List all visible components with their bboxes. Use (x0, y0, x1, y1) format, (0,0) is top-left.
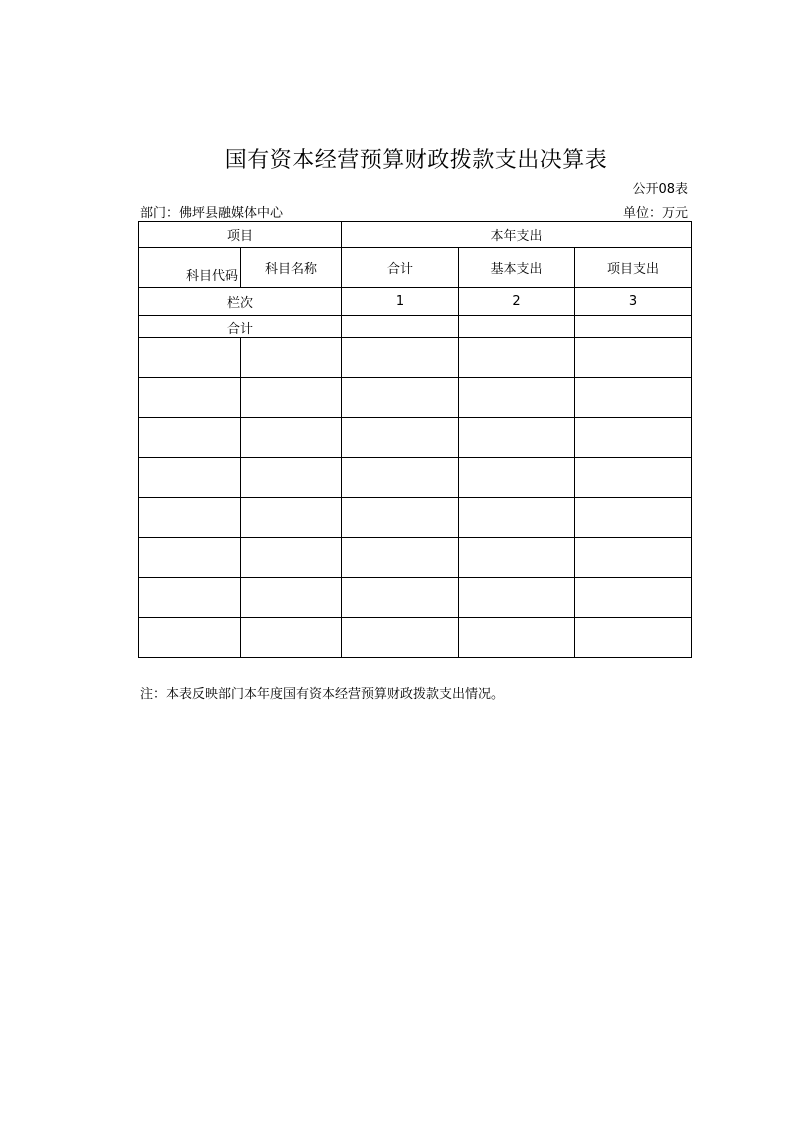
cell-subject-code (139, 458, 241, 498)
cell-subject-code (139, 338, 241, 378)
cell-subject-name (241, 458, 342, 498)
cell-subject-name (241, 578, 342, 618)
cell-subject-code (139, 618, 241, 658)
cell-project (575, 378, 692, 418)
expenditure-table (138, 221, 692, 658)
cell-total (342, 538, 459, 578)
cell-subject-code (139, 538, 241, 578)
total-row (139, 316, 692, 338)
header-current-year: 本年支出 (342, 222, 692, 248)
cell-subject-code (139, 578, 241, 618)
cell-basic (459, 418, 575, 458)
cell-subject-name (241, 418, 342, 458)
table-row (139, 418, 692, 458)
department-label: 部门：佛坪县融媒体中心 (140, 206, 284, 221)
cell-basic (459, 538, 575, 578)
cell-subject-name (241, 538, 342, 578)
table-row (139, 338, 692, 378)
total-row-project (575, 316, 692, 338)
cell-project (575, 538, 692, 578)
cell-basic (459, 578, 575, 618)
cell-project (575, 498, 692, 538)
report-title: 国有资本经营预算财政拨款支出决算表 (224, 148, 608, 173)
column-number-1: 1 (342, 288, 459, 316)
cell-subject-code (139, 378, 241, 418)
unit-label: 单位：万元 (622, 206, 688, 221)
column-number-2: 2 (459, 288, 575, 316)
total-row-label: 合计 (139, 316, 342, 338)
header-basic: 基本支出 (459, 248, 575, 288)
cell-basic (459, 618, 575, 658)
header-row-sub (139, 248, 692, 288)
header-item: 项目 (139, 222, 342, 248)
cell-total (342, 418, 459, 458)
cell-project (575, 418, 692, 458)
cell-basic (459, 498, 575, 538)
header-row-top (139, 222, 692, 248)
total-row-total (342, 316, 459, 338)
header-subject-code: 科目代码 (139, 248, 241, 288)
cell-total (342, 578, 459, 618)
table-row (139, 378, 692, 418)
cell-basic (459, 338, 575, 378)
cell-total (342, 618, 459, 658)
column-number-label: 栏次 (139, 288, 342, 316)
cell-total (342, 458, 459, 498)
cell-subject-name (241, 378, 342, 418)
table-row (139, 458, 692, 498)
table-row (139, 498, 692, 538)
footnote: 注：本表反映部门本年度国有资本经营预算财政拨款支出情况。 (140, 687, 505, 702)
cell-project (575, 338, 692, 378)
table-row (139, 618, 692, 658)
cell-project (575, 458, 692, 498)
cell-total (342, 378, 459, 418)
cell-project (575, 578, 692, 618)
cell-basic (459, 458, 575, 498)
header-subject-name: 科目名称 (241, 248, 342, 288)
cell-subject-code (139, 418, 241, 458)
total-row-basic (459, 316, 575, 338)
cell-subject-name (241, 338, 342, 378)
cell-total (342, 498, 459, 538)
column-number-row (139, 288, 692, 316)
cell-basic (459, 378, 575, 418)
cell-subject-name (241, 618, 342, 658)
cell-project (575, 618, 692, 658)
column-number-3: 3 (575, 288, 692, 316)
header-project: 项目支出 (575, 248, 692, 288)
header-total: 合计 (342, 248, 459, 288)
cell-total (342, 338, 459, 378)
table-row (139, 578, 692, 618)
table-row (139, 538, 692, 578)
form-code: 公开08表 (632, 182, 688, 197)
cell-subject-name (241, 498, 342, 538)
cell-subject-code (139, 498, 241, 538)
